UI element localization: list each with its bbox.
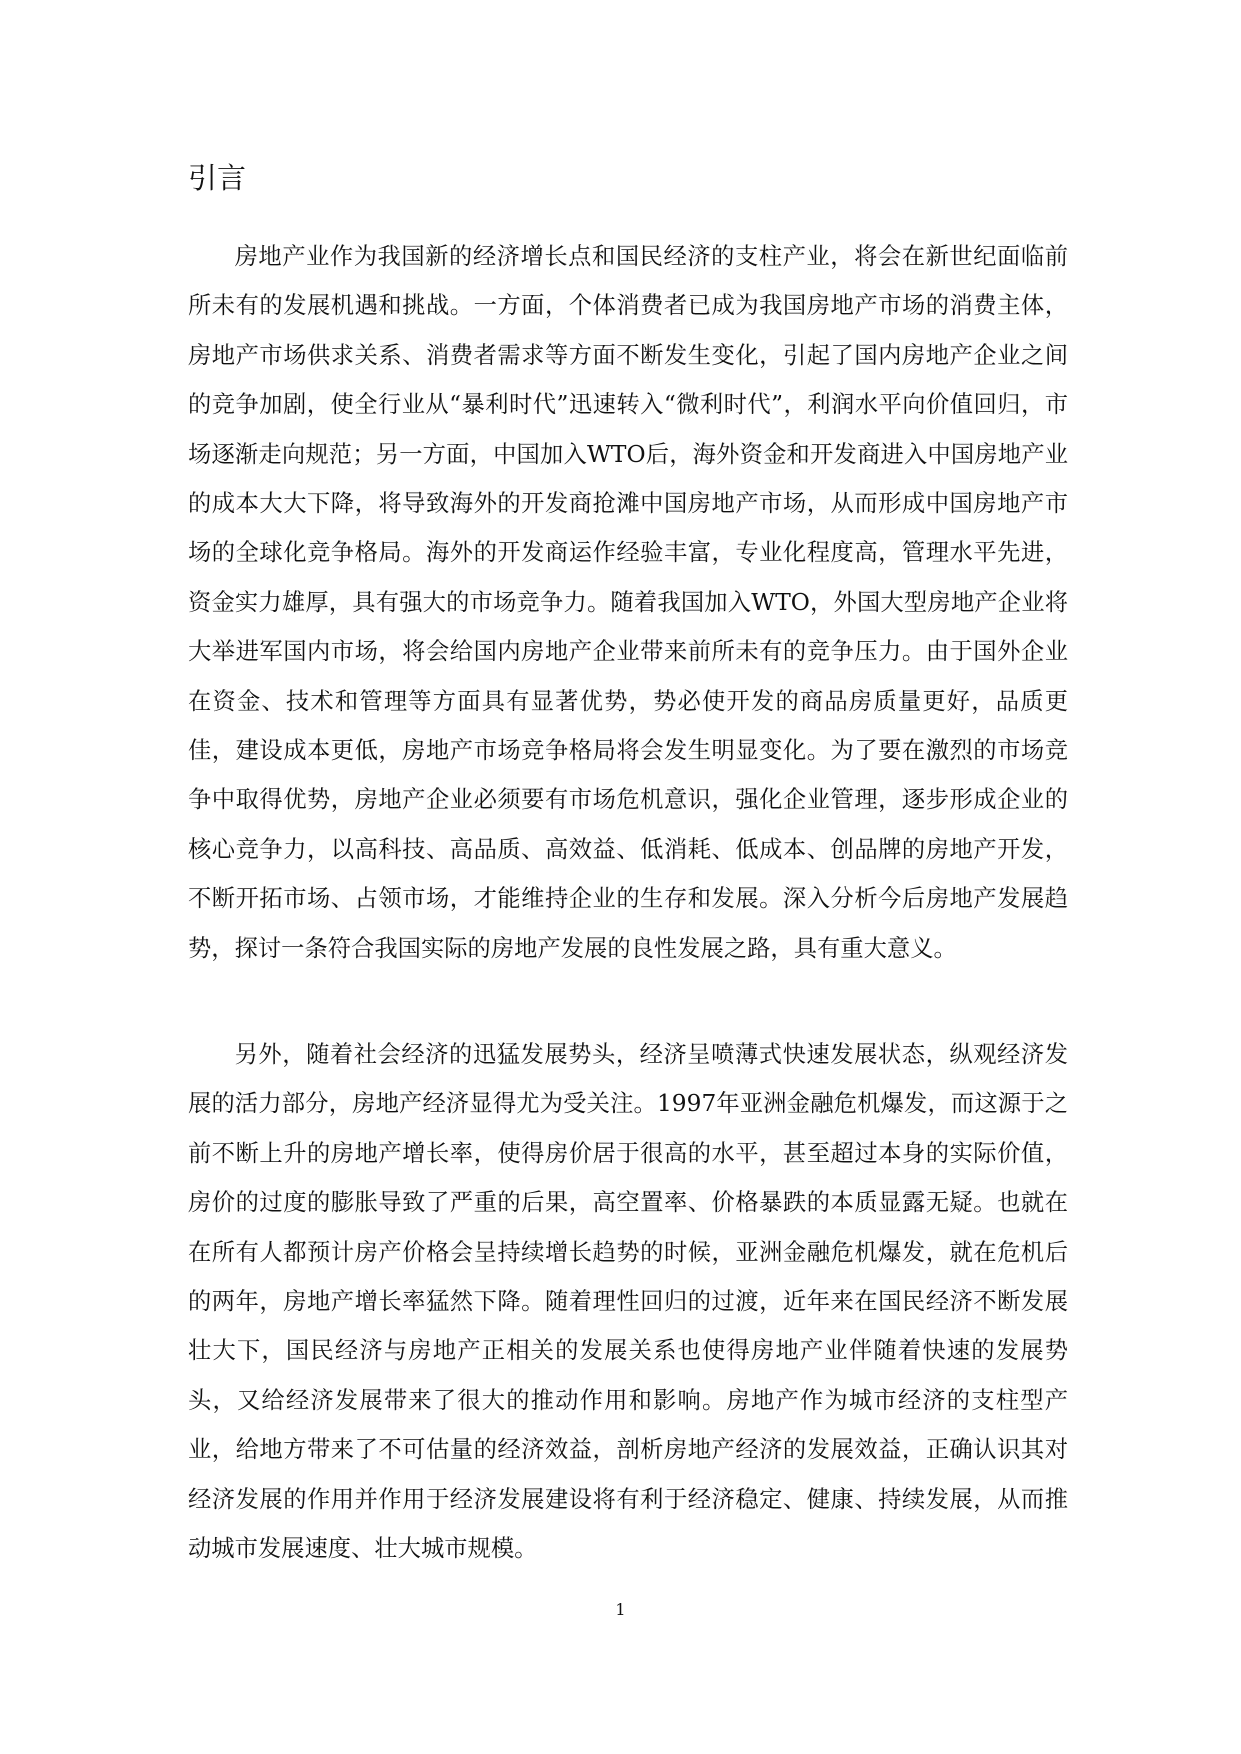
body-paragraph-2: 另外，随着社会经济的迅猛发展势头，经济呈喷薄式快速发展状态，纵观经济发展的活力部分，房地产经济显得尤为受关注。1997年亚洲金融危机爆发，而这源于之前不断上升的房地产增长率，使得房价居于很高的水平，甚至超过本身的实际价值，房价的过度的膨胀导致了严重的后果，高空置率、价格暴跌的本质显露无疑。也就在在所有人都预计房产价格会呈持续增长趋势的时候，亚洲金融危机爆发，就在危机后的两年，房地产增长率猛然下降。随着理性回归的过渡，近年来在国民经济不断发展壮大下，国民经济与房地产正相关的发展关系也使得房地产业伴随着快速的发展势头，又给经济发展带来了很大的推动作用和影响。房地产作为城市经济的支柱型产业，给地方带来了不可估量的经济效益，剖析房地产经济的发展效益，正确认识其对经济发展的作用并作用于经济发展建设将有利于经济稳定、健康、持续发展，从而推动城市发展速度、壮大城市规模。: [188, 1041, 1068, 1563]
page-number: 1: [615, 1600, 626, 1619]
section-heading: 引言: [188, 161, 247, 195]
body-paragraph-1: 房地产业作为我国新的经济增长点和国民经济的支柱产业，将会在新世纪面临前所未有的发展机遇和挑战。一方面，个体消费者已成为我国房地产市场的消费主体，房地产市场供求关系、消费者需求等方面不断发生变化，引起了国内房地产企业之间的竞争加剧，使全行业从“暴利时代”迅速转入“微利时代”，利润水平向价值回归，市场逐渐走向规范；另一方面，中国加入WTO后，海外资金和开发商进入中国房地产业的成本大大下降，将导致海外的开发商抢滩中国房地产市场，从而形成中国房地产市场的全球化竞争格局。海外的开发商运作经验丰富，专业化程度高，管理水平先进，资金实力雄厚，具有强大的市场竞争力。随着我国加入WTO，外国大型房地产企业将大举进军国内市场，将会给国内房地产企业带来前所未有的竞争压力。由于国外企业在资金、技术和管理等方面具有显著优势，势必使开发的商品房质量更好，品质更佳，建设成本更低，房地产市场竞争格局将会发生明显变化。为了要在激烈的市场竞争中取得优势，房地产企业必须要有市场危机意识，强化企业管理，逐步形成企业的核心竞争力，以高科技、高品质、高效益、低消耗、低成本、创品牌的房地产开发，不断开拓市场、占领市场，才能维持企业的生存和发展。深入分析今后房地产发展趋势，探讨一条符合我国实际的房地产发展的良性发展之路，具有重大意义。: [188, 243, 1068, 962]
